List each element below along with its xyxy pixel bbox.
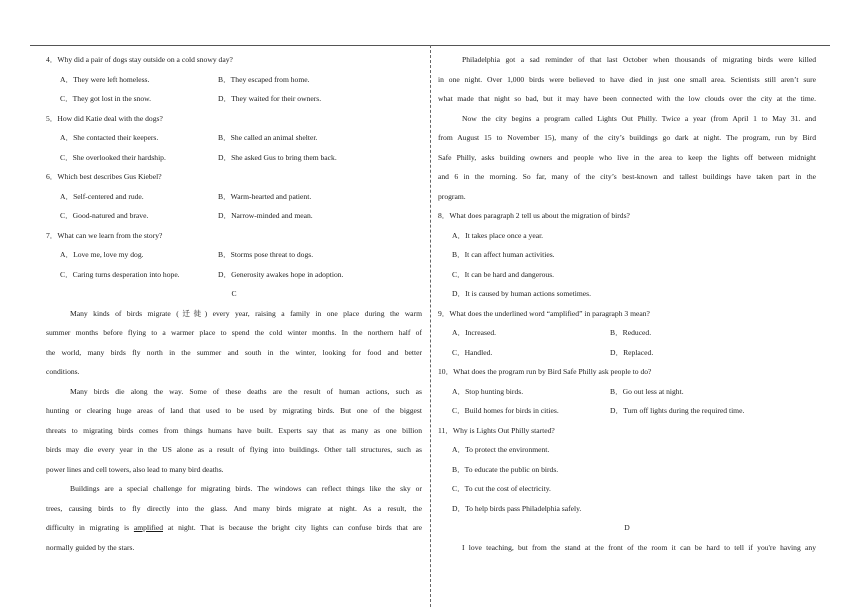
q5-option-c[interactable]: C．She overlooked their hardship. [60,152,166,162]
passage-d-first-line: I love teaching, but from the stand at the front of the room it can be hard to tell if you're having any [462,542,816,552]
question-7-options-row2 [46,265,422,285]
passage-c-paragraph-2 [46,382,422,480]
paragraph-line: normally guided by the stars. [46,542,135,552]
q4-option-b[interactable]: B．They escaped from home. [218,74,310,84]
q7-option-d[interactable]: D．Generosity awakes hope in adoption. [218,269,344,279]
q11-option-c[interactable]: C．To cut the cost of electricity. [452,484,551,493]
paragraph-line: hunting or clearing huge areas of land that used to be used by migrating birds. But one of the biggest [46,406,422,415]
passage-c-paragraph-1 [46,304,422,382]
question-10-stem: 10．What does the program run by Bird Safe Philly ask people to do? [438,367,652,376]
question-9-options-row1 [438,323,816,343]
question-6-options-row1 [46,187,422,207]
left-column [46,50,422,557]
q6-option-c[interactable]: C．Good-natured and brave. [60,211,149,220]
q4-option-c[interactable]: C．They got lost in the snow. [60,94,152,103]
paragraph-line: threats to migrating birds comes from things humans have built. Experts say that as many as one billion [46,425,422,435]
question-11-stem: 11．Why is Lights Out Philly started? [438,425,555,435]
section-d-heading: D [624,523,630,532]
q4-option-a[interactable]: A．They were left homeless. [60,74,150,84]
question-9-options-row2 [438,343,816,363]
question-5-stem: 5．How did Katie deal with the dogs? [46,113,163,123]
question-4-stem: 4．Why did a pair of dogs stay outside on a cold snowy day? [46,55,233,64]
paragraph-line [46,518,422,538]
paragraph-line: trees, causing birds to fly directly into the glass. And many birds migrate at night. As a result, the [46,503,422,513]
q8-option-c[interactable]: C．It can be hard and dangerous. [452,269,555,279]
q8-option-b[interactable]: B．It can affect human activities. [452,250,555,259]
q9-option-c[interactable]: C．Handled. [452,347,493,357]
paragraph-line: program. [438,191,466,201]
q8-option-a[interactable]: A．It takes place once a year. [452,230,544,240]
question-10-options-row1 [438,382,816,402]
q11-option-a[interactable]: A．To protect the environment. [452,445,550,454]
q7-option-c[interactable]: C．Caring turns desperation into hope. [60,269,180,279]
q4-option-d[interactable]: D．They waited for their owners. [218,94,322,103]
q5-option-a[interactable]: A．She contacted their keepers. [60,133,159,142]
q8-option-d[interactable]: D．It is caused by human actions sometimes. [452,289,591,298]
q9-option-b[interactable]: B．Reduced. [610,328,652,337]
paragraph-line: what made that night so bad, but it may have been connected with the low clouds over the city at the time. [438,94,816,103]
paragraph-line: Buildings are a special challenge for migrating birds. The windows can reflect things like the sky or [70,484,422,493]
question-7-stem: 7．What can we learn from the story? [46,230,163,240]
question-4-options-row2 [46,89,422,109]
underlined-word-amplified: amplified [133,523,163,532]
q6-option-a[interactable]: A．Self-centered and rude. [60,191,144,201]
question-9-stem: 9．What does the underlined word “amplified” in paragraph 3 mean? [438,308,650,318]
paragraph-line: summer months before flying to a warmer place to spend the cold winter months. In the northern half of [46,328,422,337]
question-8-stem: 8．What does paragraph 2 tell us about the migration of birds? [438,211,630,220]
paragraph-line: from August 15 to November 15), many of the city’s buildings go dark at night. The program, run by Bird [438,133,816,142]
question-4-options-row1 [46,70,422,90]
q10-option-d[interactable]: D．Turn off lights during the required time. [610,406,745,415]
paragraph-line: Many kinds of birds migrate (迁徙) every year, raising a family in one place during the warm [70,308,422,318]
q10-option-b[interactable]: B．Go out less at night. [610,386,684,396]
paragraph-line: birds may die every year in the US alone as a result of flying into buildings. Other tall structures, such as [46,445,422,454]
paragraph-line: power lines and cell towers, also lead to many bird deaths. [46,464,224,474]
q7-option-b[interactable]: B．Storms pose threat to dogs. [218,250,314,259]
q11-option-d[interactable]: D．To help birds pass Philadelphia safely. [452,503,582,513]
q10-option-a[interactable]: A．Stop hunting birds. [452,386,524,396]
q10-option-c[interactable]: C．Build homes for birds in cities. [452,406,559,415]
right-column [438,50,816,557]
question-7-options-row1 [46,245,422,265]
q5-option-d[interactable]: D．She asked Gus to bring them back. [218,152,337,162]
section-c-heading: C [231,289,237,298]
q9-option-a[interactable]: A．Increased. [452,328,497,337]
paragraph-line: Many birds die along the way. Some of these deaths are the result of human actions, such as [70,386,422,396]
passage-c-paragraph-5 [438,109,816,207]
q6-option-b[interactable]: B．Warm-hearted and patient. [218,191,312,201]
q6-option-d[interactable]: D．Narrow-minded and mean. [218,211,313,220]
paragraph-line: conditions. [46,367,80,376]
question-5-options-row1 [46,128,422,148]
passage-c-paragraph-3 [46,479,422,557]
paragraph-line: and 6 in the morning. So far, many of the city’s best-known and tallest buildings have taken part in the [438,172,816,181]
question-10-options-row2 [438,401,816,421]
q9-option-d[interactable]: D．Replaced. [610,347,654,357]
paragraph-line: in one night. Over 1,000 birds were believed to have died in just one small area. Scientists still aren’t sure [438,74,816,84]
text-run: difficulty in migrating is [46,523,134,532]
q7-option-a[interactable]: A．Love me, love my dog. [60,250,144,259]
q5-option-b[interactable]: B．She called an animal shelter. [218,133,318,142]
text-run: at night. That is because the bright city lights can confuse birds that are [163,523,422,532]
paragraph-line: Now the city begins a program called Lights Out Philly. Twice a year (from April 1 to May 31. and [462,113,816,123]
paragraph-line: the world, many birds fly north in the summer and south in the winter, looking for food and better [46,347,422,357]
question-6-options-row2 [46,206,422,226]
paragraph-line: Safe Philly, asks building owners and people who live in the area to keep the lights off between midnight [438,152,816,162]
q11-option-b[interactable]: B．To educate the public on birds. [452,464,559,474]
question-5-options-row2 [46,148,422,168]
column-divider [430,45,431,607]
question-6-stem: 6．Which best describes Gus Kiebel? [46,172,162,181]
passage-c-paragraph-4 [438,50,816,109]
paragraph-line: Philadelphia got a sad reminder of that last October when thousands of migrating birds were killed [462,55,816,64]
